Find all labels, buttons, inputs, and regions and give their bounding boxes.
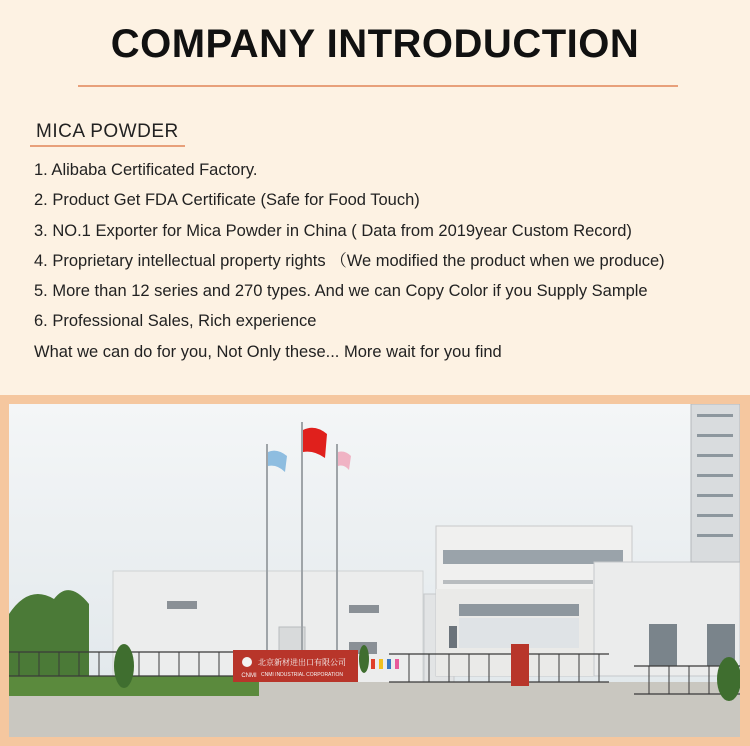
tower bbox=[691, 404, 740, 562]
list-item: What we can do for you, Not Only these... More wait for you find bbox=[34, 342, 502, 361]
section-heading-underline bbox=[30, 145, 185, 147]
title-divider bbox=[78, 85, 678, 87]
list-item: 4. Proprietary intellectual property rights （We modified the product when we produce) bbox=[34, 251, 665, 270]
list-item: 3. NO.1 Exporter for Mica Powder in China ( Data from 2019year Custom Record) bbox=[34, 221, 632, 240]
list-item: 6. Professional Sales, Rich experience bbox=[34, 312, 317, 331]
page-title: COMPANY INTRODUCTION bbox=[110, 22, 640, 66]
list-item: 2. Product Get FDA Certificate (Safe for Food Touch) bbox=[34, 191, 420, 210]
section-heading: MICA POWDER bbox=[36, 121, 179, 142]
factory-photo bbox=[9, 404, 740, 737]
feature-list bbox=[34, 155, 665, 367]
sign-text: 北京新材进出口有限公司 bbox=[258, 658, 346, 667]
list-item: 5. More than 12 series and 270 types. And we can Copy Color if you Supply Sample bbox=[34, 282, 648, 301]
sign-subtext: CNMI INDUSTRIAL CORPORATION bbox=[261, 672, 343, 678]
sign-logo: CNMI bbox=[241, 673, 257, 679]
list-item: 1. Alibaba Certificated Factory. bbox=[34, 161, 258, 179]
factory-illustration bbox=[9, 404, 740, 737]
